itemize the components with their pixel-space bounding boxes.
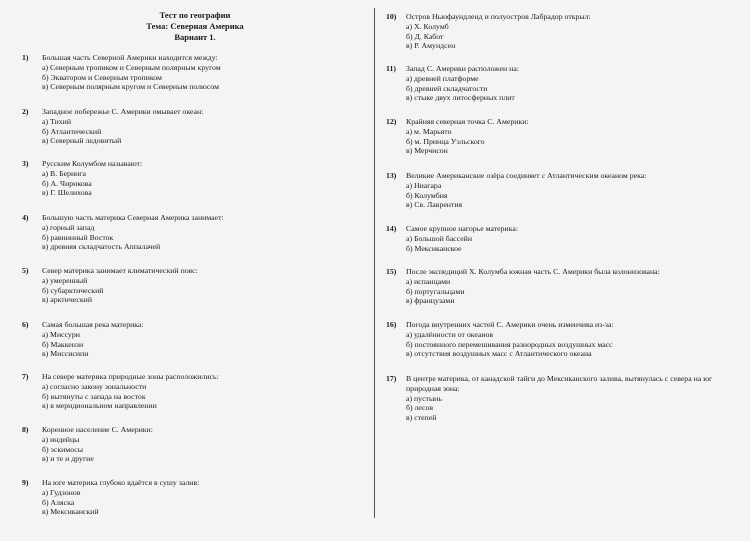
question-number: 11) <box>386 64 396 73</box>
question-text: Крайняя северная точка С. Америки: <box>406 117 529 126</box>
question-text: Погода внутренних частей С. Америки очень изменчива из-за: <box>406 320 614 329</box>
answer-option: а) Х. Колумб <box>406 21 449 31</box>
test-variant: Вариант 1. <box>174 32 216 42</box>
answer-option: в) французами <box>406 296 455 306</box>
question-number: 6) <box>22 320 29 329</box>
answer-option: б) эскимосы <box>42 444 84 454</box>
answer-option: б) лесов <box>406 403 434 413</box>
question-text: Самая большая река материка: <box>42 320 144 329</box>
answer-option: б) португальцами <box>406 286 465 296</box>
answer-option: а) древней платформе <box>406 73 479 83</box>
answer-option: а) умеренный <box>42 275 88 285</box>
answer-option: в) отсутствия воздушных масс с Атлантического океана <box>406 349 592 359</box>
question-text: Коренное население С. Америки: <box>42 425 153 434</box>
answer-option: а) Ниагара <box>406 180 442 190</box>
answer-option: б) Мексиканское <box>406 243 462 253</box>
answer-option: а) Большой бассейн <box>406 233 472 243</box>
answer-option: а) согласно закону зональности <box>42 381 147 391</box>
column-divider <box>374 8 375 518</box>
answer-option: в) и те и другие <box>42 454 94 464</box>
question-text: Западное побережье С. Америки омывает океан: <box>42 107 204 116</box>
answer-option: а) испанцами <box>406 276 451 286</box>
question-number: 2) <box>22 107 29 116</box>
question-number: 8) <box>22 425 29 434</box>
question-number: 3) <box>22 159 29 168</box>
answer-option: а) Гудзонов <box>42 487 81 497</box>
answer-option: б) постоянного перемешивания разнородных воздушных масс <box>406 339 613 349</box>
question-number: 1) <box>22 53 29 62</box>
question-number: 17) <box>386 374 397 383</box>
answer-option: б) древней складчатости <box>406 83 488 93</box>
question-text: После экспедиций Х. Колумба южная часть С. Америки была колонизована: <box>406 267 660 276</box>
question-number: 7) <box>22 372 29 381</box>
answer-option: б) равнинный Восток <box>42 232 114 242</box>
answer-option: в) Северным полярным кругом и Северным полюсом <box>42 82 220 92</box>
question-text: Север материка занимает климатический пояс: <box>42 266 198 275</box>
answer-option: а) горный запад <box>42 222 95 232</box>
answer-option: в) Г. Шелихова <box>42 188 92 198</box>
answer-option: б) Колумбия <box>406 190 448 200</box>
answer-option: б) субарктический <box>42 285 104 295</box>
question-number: 16) <box>386 320 397 329</box>
answer-option: а) пустынь <box>406 393 442 403</box>
question-text: Великие Американские озёра соединяет с Атлантическим океаном река: <box>406 171 647 180</box>
question-text: На севере материка природные зоны расположились: <box>42 372 219 381</box>
answer-option: б) Д. Кабот <box>406 31 444 41</box>
answer-option: б) м. Принца Уэльского <box>406 136 485 146</box>
answer-option: а) Миссури <box>42 329 80 339</box>
question-number: 12) <box>386 117 397 126</box>
question-number: 10) <box>386 12 397 21</box>
question-number: 5) <box>22 266 29 275</box>
answer-option: б) Маккензи <box>42 339 84 349</box>
answer-option: а) м. Марьято <box>406 126 452 136</box>
answer-option: в) в меридиональном направлении <box>42 401 157 411</box>
answer-option: в) стыке двух литосферных плит <box>406 93 515 103</box>
answer-option: а) Тихий <box>42 116 71 126</box>
question-text: На юге материка глубоко вдаётся в сушу залив: <box>42 478 200 487</box>
answer-option: в) Мерчисон <box>406 146 448 156</box>
question-number: 9) <box>22 478 29 487</box>
test-topic: Тема: Северная Америка <box>146 21 244 31</box>
answer-option: а) В. Беринга <box>42 168 86 178</box>
answer-option: а) индейцы <box>42 434 80 444</box>
answer-option: в) степей <box>406 413 437 423</box>
answer-option: б) вытянуты с запада на восток <box>42 391 146 401</box>
answer-option: б) Экватором и Северным тропиком <box>42 72 162 82</box>
question-number: 4) <box>22 213 29 222</box>
question-text: Большую часть материка Северная Америка занимает: <box>42 213 224 222</box>
test-title: Тест по географии <box>159 10 231 20</box>
answer-option: б) А. Чирикова <box>42 178 92 188</box>
answer-option: а) удалённости от океанов <box>406 329 494 339</box>
question-text: Остров Ньюфаундленд и полуостров Лабрадор открыл: <box>406 12 591 21</box>
question-text: Большая часть Северной Америки находится между: <box>42 53 218 62</box>
answer-option: в) Р. Амундсен <box>406 41 456 51</box>
answer-option: в) древняя складчатость Аппалачей <box>42 242 161 252</box>
answer-option: а) Северным тропиком и Северным полярным кругом <box>42 62 221 72</box>
answer-option: в) Мексиканский <box>42 507 99 517</box>
answer-option: в) Миссисипи <box>42 349 89 359</box>
question-number: 15) <box>386 267 397 276</box>
test-header <box>100 10 290 43</box>
question-number: 13) <box>386 171 397 180</box>
question-text: В центре материка, от канадской тайги до Мексиканского залива, вытянулась с севера на юг природная зона: <box>406 374 713 393</box>
answer-option: в) Св. Лаврентия <box>406 200 463 210</box>
question-text: Русским Колумбом называют: <box>42 159 143 168</box>
question-text: Самое крупное нагорье материка: <box>406 224 519 233</box>
answer-option: в) Северный ледовитый <box>42 136 122 146</box>
answer-option: в) арктический <box>42 295 93 305</box>
answer-option: б) Аляска <box>42 497 75 507</box>
question-number: 14) <box>386 224 397 233</box>
question-text: Запад С. Америки расположен на: <box>406 64 519 73</box>
answer-option: б) Атлантический <box>42 126 102 136</box>
